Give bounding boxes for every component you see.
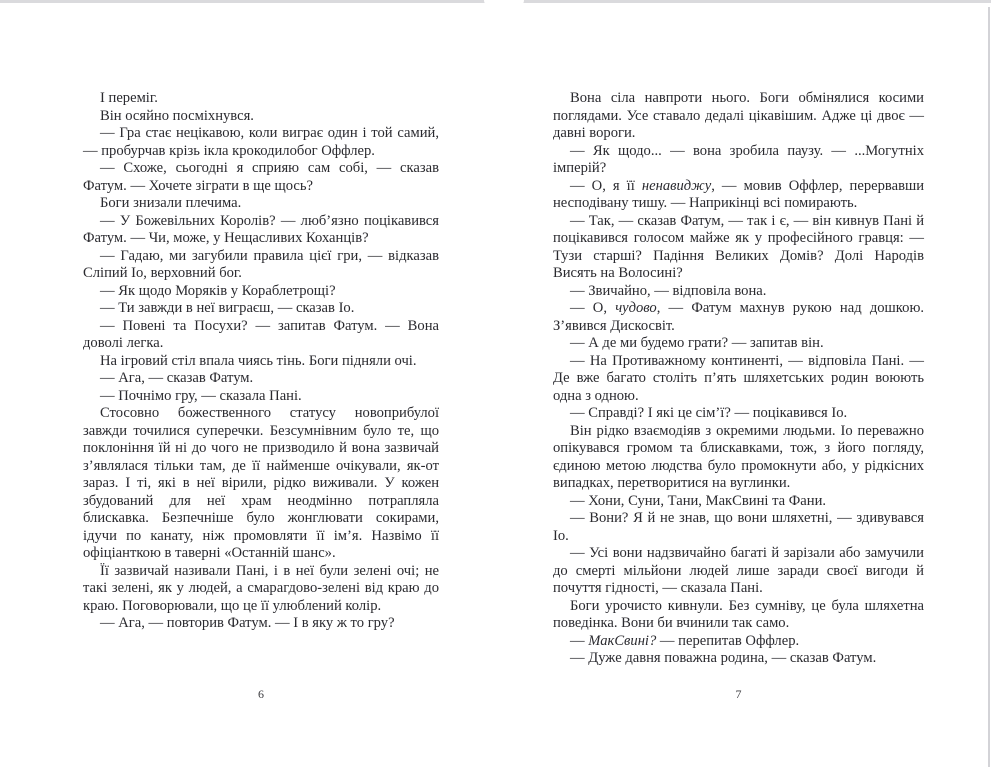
- spine-notch: [484, 0, 524, 7]
- left-page-number: 6: [258, 687, 264, 701]
- paragraph: — Повені та Посухи? — запитав Фатум. — Вона доволі легка.: [83, 317, 439, 351]
- paragraph: — Гадаю, ми загубили правила цієї гри, — відказав Сліпий Іо, верховний бог.: [83, 247, 439, 281]
- paragraph: Він рідко взаємодіяв з окремими людьми. Іо переважно опікувався громом та блискавками, тож, з його погляду, єдиною метою людства було промокнути або, у рідкісних випадках, перетворитися на вуглинки.: [553, 422, 924, 491]
- paragraph: — О, я її ненавиджу, — мовив Оффлер, перервавши несподівану тишу. — Наприкінці всі помирають.: [553, 177, 925, 211]
- left-page-text: [83, 90, 439, 633]
- paragraph: — Так, — сказав Фатум, — так і є, — він кивнув Пані й поцікавився голосом майже як у професійного гравця: — Тузи старші? Падіння Великих Домів? Долі Народів Висять на Волосині?: [553, 212, 924, 281]
- paragraph: Її зазвичай називали Пані, і в неї були зелені очі; не такі зелені, як у людей, а смарагдово-зелені від краю до краю. Поговорювали, що це її улюблений колір.: [83, 562, 439, 614]
- page-right-edge: [988, 7, 990, 767]
- paragraph: — Як щодо Моряків у Кораблетрощі?: [100, 282, 336, 299]
- paragraph: Вона сіла навпроти нього. Боги обмінялися косими поглядами. Усе ставало дедалі цікавішим. Адже ці двоє — давні вороги.: [553, 90, 924, 141]
- paragraph: — Ага, — повторив Фатум. — І в яку ж то гру?: [100, 615, 395, 631]
- paragraph: — МакСвині? — перепитав Оффлер.: [570, 632, 800, 649]
- paragraph: — Звичайно, — відповіла вона.: [570, 282, 767, 299]
- paragraph: Боги урочисто кивнули. Без сумніву, це була шляхетна поведінка. Вони би вчинили так само.: [553, 597, 924, 631]
- paragraph: — Як щодо... — вона зробила паузу. — ...Могутніх імперій?: [553, 142, 924, 176]
- paragraph: — О, чудово, — Фатум махнув рукою над дошкою. З’явився Дискосвіт.: [553, 300, 924, 334]
- paragraph: — Гра стає нецікавою, коли виграє один і той самий, — пробурчав крізь ікла крокодилобог Оффлер.: [83, 125, 439, 159]
- paragraph: На ігровий стіл впала чиясь тінь. Боги підняли очі.: [100, 352, 417, 369]
- paragraph: — Вони? Я й не знав, що вони шляхетні, — здивувався Іо.: [553, 510, 924, 544]
- paragraph: І переміг.: [100, 90, 158, 106]
- paragraph: Він осяйно посміхнувся.: [100, 107, 254, 124]
- right-page-number: 7: [735, 687, 742, 701]
- paragraph: Стосовно божественного статусу новоприбулої завжди точилися суперечки. Безсумнівним було те, що поклоніння їй ні до чого не призводило й вона зазвичай з’являлася тільки там, де її найменше очікували, як-от зараз. І ті, які в неї вірили, рідко виживали. У кожен збудований для неї храм неодмінно потрапляла блискавка. Безпечніше було жонглювати сокирами, ідучи по канату, ніж промовляти її ім’я. Назвімо її офіціанткою в таверні «Останній шанс».: [83, 405, 439, 561]
- paragraph: — Дуже давня поважна родина, — сказав Фатум.: [570, 650, 877, 666]
- paragraph: Боги знизали плечима.: [100, 195, 242, 211]
- paragraph: — Справді? І які це сім’ї? — поцікавився Іо.: [570, 405, 848, 421]
- paragraph: — Ти завжди в неї виграєш, — сказав Іо.: [100, 300, 355, 316]
- paragraph: — Почнімо гру, — сказала Пані.: [100, 387, 302, 404]
- paragraph: — На Противажному континенті, — відповіла Пані. — Де вже багато століть п’ять шляхетських родин воюють одна з одною.: [553, 352, 924, 404]
- paragraph: — Хони, Суни, Тани, МакСвині та Фани.: [570, 492, 827, 509]
- paragraph: — У Божевільних Королів? — люб’язно поцікавився Фатум. — Чи, може, у Нещасливих Коханців?: [83, 212, 439, 246]
- paragraph: — Усі вони надзвичайно багаті й зарізали або замучили до смерті мільйони людей лише заради своєї вигоди й почуття гідності, — сказала Пані.: [553, 545, 924, 596]
- paragraph: — А де ми будемо грати? — запитав він.: [570, 335, 824, 351]
- paragraph: — Ага, — сказав Фатум.: [100, 370, 254, 386]
- paragraph: — Схоже, сьогодні я сприяю сам собі, — сказав Фатум. — Хочете зіграти в ще щось?: [83, 160, 439, 194]
- right-page-text: [553, 90, 924, 668]
